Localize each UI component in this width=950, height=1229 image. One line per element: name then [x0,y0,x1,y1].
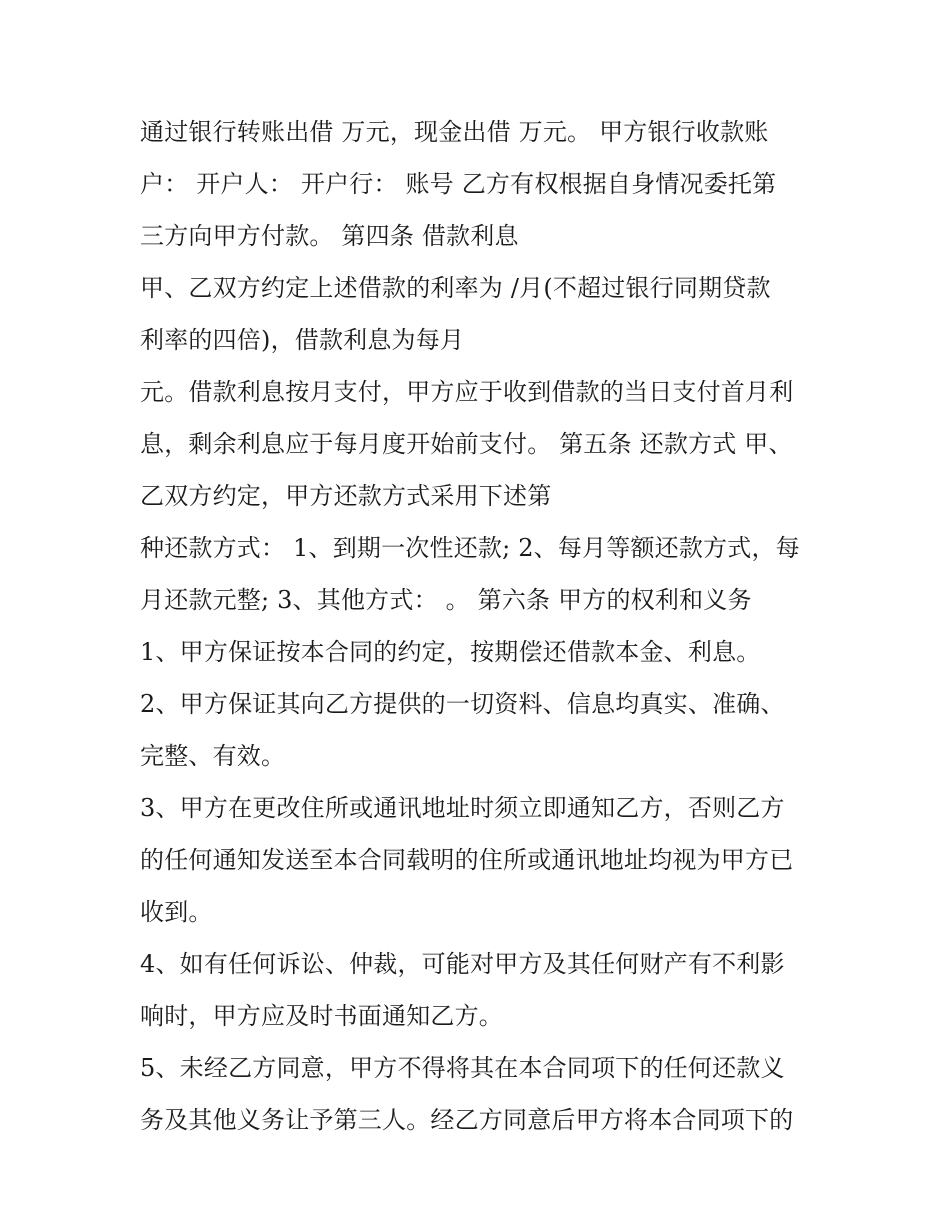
text-line: 息，剩余利息应于每月度开始前支付。 第五条 还款方式 甲、 [140,430,793,458]
contract-body-text [140,106,820,1146]
text-line: 响时，甲方应及时书面通知乙方。 [140,1002,503,1030]
text-line: 完整、有效。 [140,742,286,770]
text-line: 户： 开户人： 开户行： 账号 乙方有权根据自身情况委托第 [140,170,777,198]
text-line: 三方向甲方付款。 第四条 借款利息 [140,222,519,250]
text-line: 通过银行转账出借 万元，现金出借 万元。 甲方银行收款账 [140,118,769,146]
text-line: 务及其他义务让予第三人。经乙方同意后甲方将本合同项下的 [140,1106,794,1134]
text-line: 3、甲方在更改住所或通讯地址时须立即通知乙方，否则乙方 [140,794,785,822]
text-line: 乙双方约定，甲方还款方式采用下述第 [140,482,552,510]
text-line: 1、甲方保证按本合同的约定，按期偿还借款本金、利息。 [140,638,761,666]
text-line: 收到。 [140,898,213,926]
text-line: 4、如有任何诉讼、仲裁，可能对甲方及其任何财产有不利影 [140,950,785,978]
text-line: 利率的四倍)，借款利息为每月 [140,326,465,354]
text-line: 5、未经乙方同意，甲方不得将其在本合同项下的任何还款义 [140,1054,785,1082]
text-line: 种还款方式： 1、到期一次性还款; 2、每月等额还款方式，每 [140,534,800,562]
text-line: 2、甲方保证其向乙方提供的一切资料、信息均真实、准确、 [140,690,785,718]
text-line: 甲、乙双方约定上述借款的利率为 /月(不超过银行同期贷款 [140,274,771,302]
text-line: 元。借款利息按月支付，甲方应于收到借款的当日支付首月利 [140,378,794,406]
text-line: 的任何通知发送至本合同载明的住所或通讯地址均视为甲方已 [140,846,794,874]
text-line: 月还款元整; 3、其他方式： 。 第六条 甲方的权利和义务 [140,586,752,614]
